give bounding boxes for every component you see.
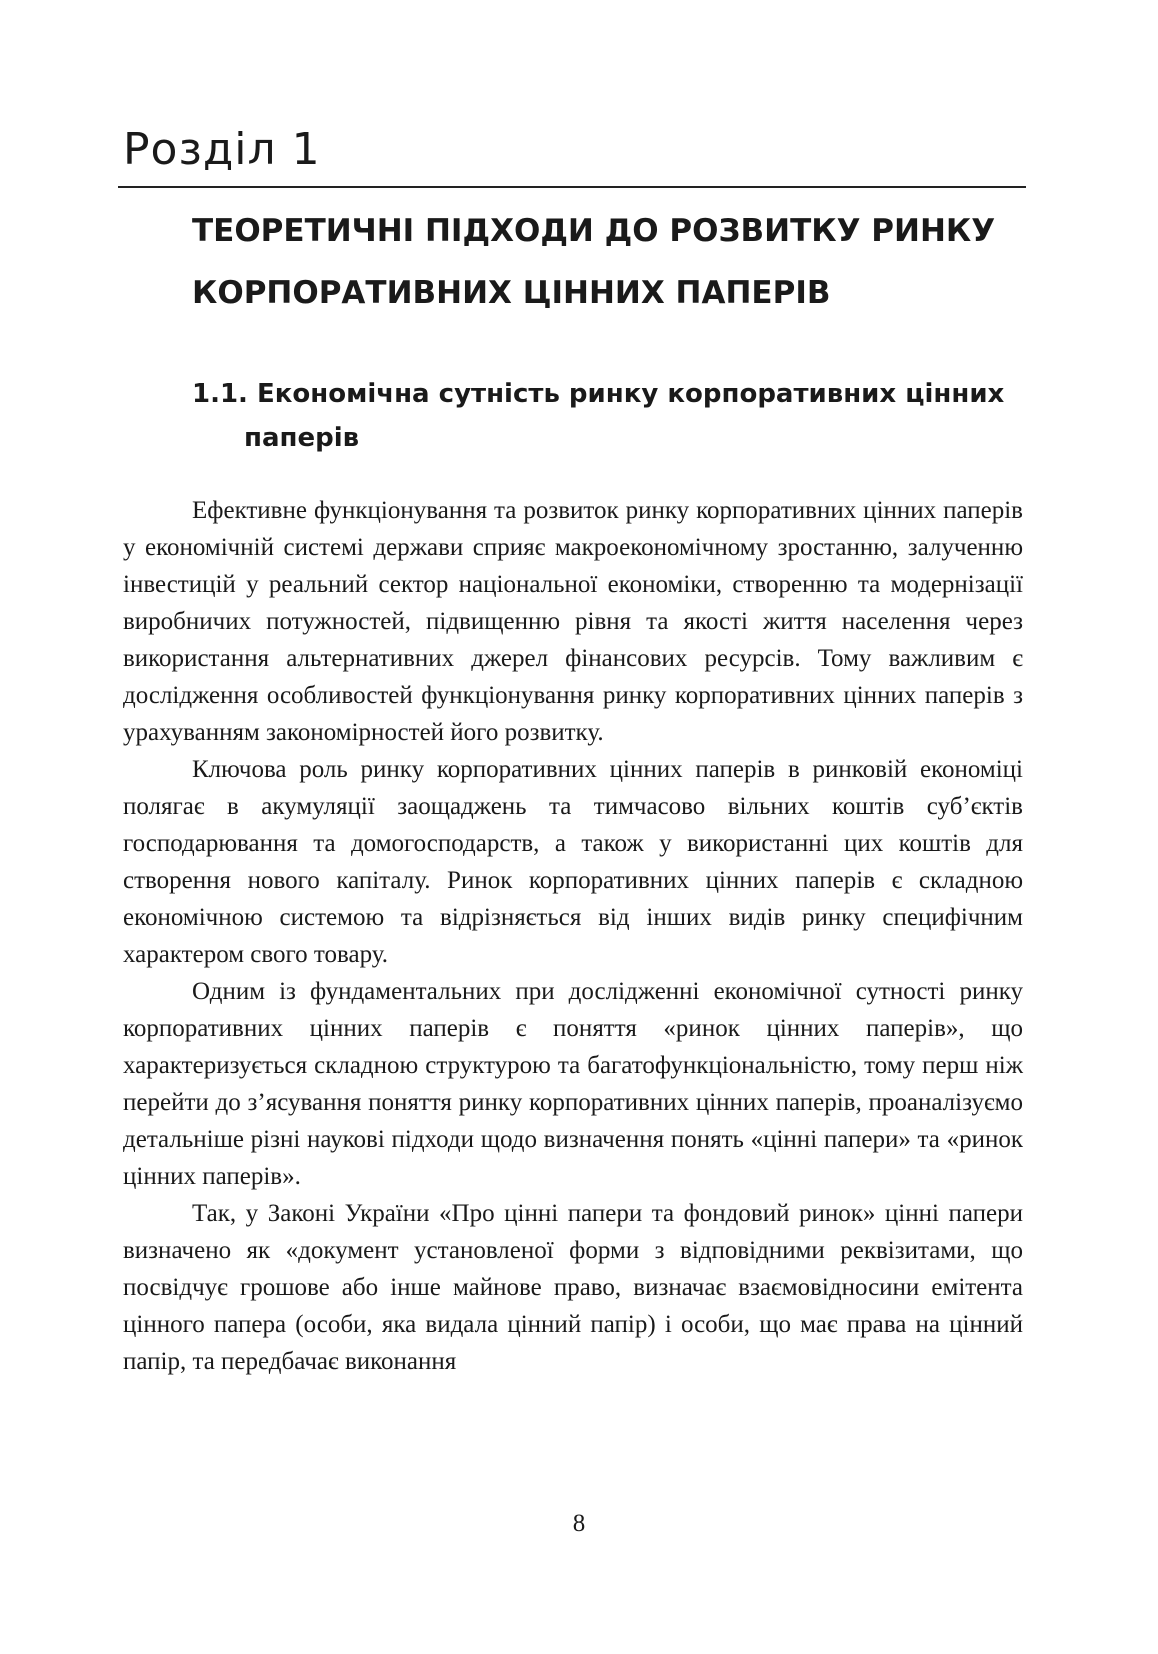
page-number: 8: [572, 1510, 586, 1537]
paragraph: Ключова роль ринку корпоративних цінних паперів в ринковій економіці полягає в акумуляції заощаджень та тимчасово вільних коштів суб’єктів господарювання та домогосподарств, а також у використанні цих коштів для створення нового капіталу. Ринок корпоративних цінних паперів є складною економічною системою та відрізняється від інших видів ринку специфічним характером свого товару.: [123, 756, 1023, 968]
chapter-label: Розділ 1: [123, 124, 321, 175]
paragraph: Так, у Законі України «Про цінні папери та фондовий ринок» цінні папери визначено як «документ установленої форми з відповідними реквізитами, що посвідчує грошове або інше майнове право, визначає взаємовідносини емітента цінного папера (особи, яка видала цінний папір) і особи, що має права на цінний папір, та передбачає виконання: [123, 1200, 1023, 1375]
paragraph: Ефективне функціонування та розвиток ринку корпоративних цінних паперів у економічній системі держави сприяє макроекономічному зростанню, залученню інвестицій у реальний сектор національної економіки, створенню та модернізації виробничих потужностей, підвищенню рівня та якості життя населення через використання альтернативних джерел фінансових ресурсів. Тому важливим є дослідження особливостей функціонування ринку корпоративних цінних паперів з урахуванням закономірностей його розвитку.: [123, 497, 1023, 746]
paragraph: Одним із фундаментальних при дослідженні економічної сутності ринку корпоративних цінних паперів є поняття «ринок цінних паперів», що характеризується складною структурою та багатофункціональністю, тому перш ніж перейти до з’ясування поняття ринку корпоративних цінних паперів, проаналізуємо детальніше різні наукові підходи щодо визначення понять «цінні папери» та «ринок цінних паперів».: [123, 978, 1023, 1190]
body-text: [123, 492, 1023, 1380]
section-title: 1.1. Економічна сутність ринку корпоративних цінних паперів: [192, 379, 1005, 453]
chapter-title: ТЕОРЕТИЧНІ ПІДХОДИ ДО РОЗВИТКУ РИНКУ КОРПОРАТИВНИХ ЦІННИХ ПАПЕРІВ: [192, 213, 996, 311]
chapter-divider: [118, 186, 1026, 188]
